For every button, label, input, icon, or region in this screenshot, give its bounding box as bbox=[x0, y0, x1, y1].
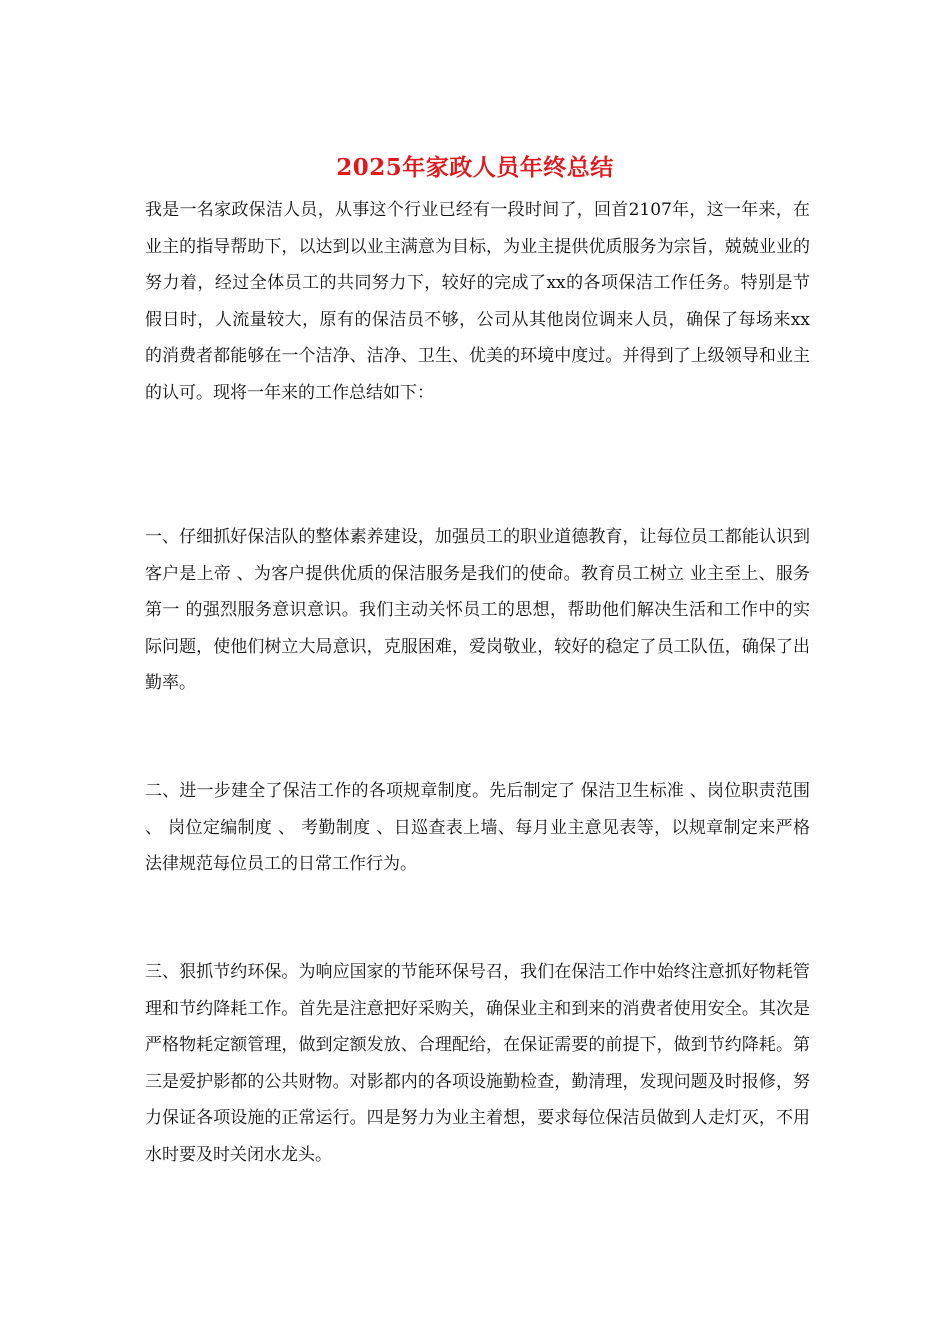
paragraph-section-two: 二、进一步建全了保洁工作的各项规章制度。先后制定了 保洁卫生标准 、岗位职责范围 、 岗位定编制度 、 考勤制度 、日巡查表上墙、每月业主意见表等，以规章制定来严格法律规范每位员工的日常工作行为。 bbox=[145, 781, 810, 875]
paragraph-section-one: 一、仔细抓好保洁队的整体素养建设，加强员工的职业道德教育，让每位员工都能认识到 客户是上帝 、为客户提供优质的保洁服务是我们的使命。教育员工树立 业主至上、服务第一 的强烈服务意识意识。我们主动关怀员工的思想，帮助他们解决生活和工作中的实际问题，使他们树立大局意识，克服困难，爱岗敬业，较好的稳定了员工队伍，确保了出勤率。 bbox=[145, 527, 810, 694]
paragraph-section-three: 三、狠抓节约环保。为响应国家的节能环保号召，我们在保洁工作中始终注意抓好物耗管理和节约降耗工作。首先是注意把好采购关，确保业主和到来的消费者使用安全。其次是严格物耗定额管理，做到定额发放、合理配给，在保证需要的前提下，做到节约降耗。第三是爱护影都的公共财物。对影都内的各项设施勤检查，勤清理，发现问题及时报修，努力保证各项设施的正常运行。四是努力为业主着想，要求每位保洁员做到人走灯灭，不用水时要及时关闭水龙头。 bbox=[145, 962, 810, 1165]
document-title: 2025年家政人员年终总结 bbox=[336, 154, 614, 181]
paragraph-intro: 我是一名家政保洁人员，从事这个行业已经有一段时间了，回首2107年，这一年来，在业主的指导帮助下，以达到以业主满意为目标，为业主提供优质服务为宗旨，兢兢业业的努力着，经过全体员工的共同努力下，较好的完成了xx的各项保洁工作任务。特别是节假日时，人流量较大，原有的保洁员不够，公司从其他岗位调来人员，确保了每场来xx的消费者都能够在一个洁净、洁净、卫生、优美的环境中度过。并得到了上级领导和业主的认可。现将一年来的工作总结如下： bbox=[145, 200, 810, 403]
